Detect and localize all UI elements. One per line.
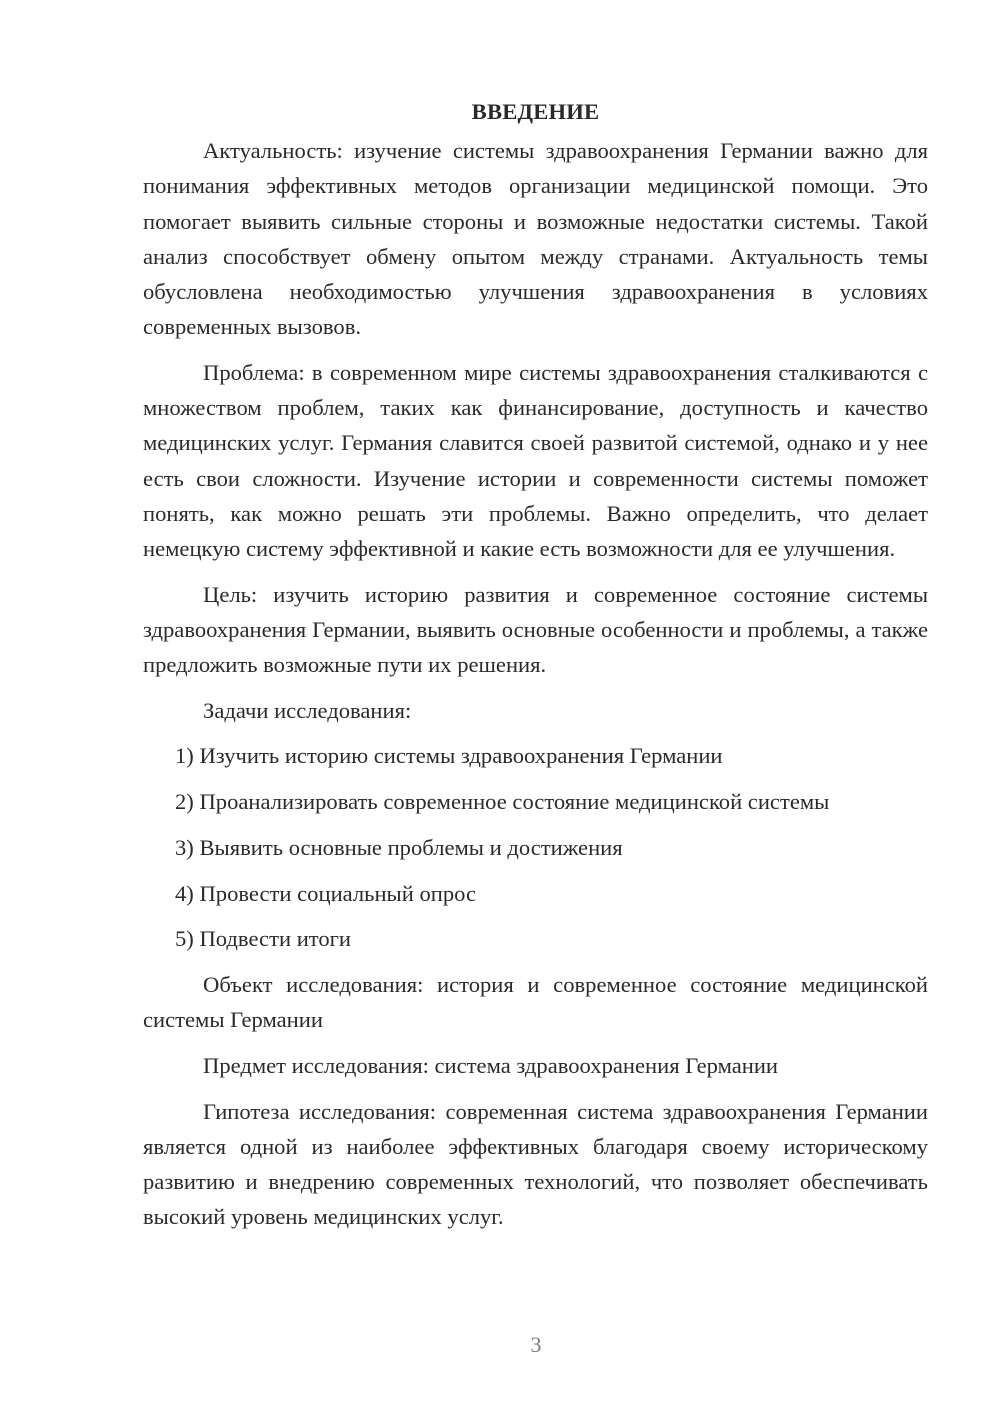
list-item: 3) Выявить основные проблемы и достижения — [175, 834, 623, 860]
section-heading: ВВЕДЕНИЕ — [471, 99, 600, 124]
page-number: 3 — [530, 1332, 542, 1357]
paragraph-hypothesis: Гипотеза исследования: современная система здравоохранения Германии является одной из наиболее эффективных благодаря своему историческому развитию и внедрению современных технологий, что позволяет обеспечивать высокий уровень медицинских услуг. — [143, 1098, 928, 1230]
list-item: 2) Проанализировать современное состояние медицинской системы — [175, 789, 830, 815]
tasks-list — [143, 738, 928, 956]
list-item: 5) Подвести итоги — [175, 926, 352, 952]
paragraph-problem: Проблема: в современном мире системы здравоохранения сталкиваются с множеством проблем, таких как финансирование, доступность и качество медицинских услуг. Германия славится своей развитой системой, однако и у нее есть свои сложности. Изучение истории и современности системы поможет понять, как можно решать эти проблемы. Важно определить, что делает немецкую систему эффективной и какие есть возможности для ее улучшения. — [143, 359, 928, 561]
paragraph-subject: Предмет исследования: система здравоохранения Германии — [203, 1052, 779, 1078]
page-content — [143, 94, 928, 1245]
list-item: 1) Изучить историю системы здравоохранения Германии — [175, 743, 723, 769]
tasks-title: Задачи исследования: — [203, 697, 412, 723]
paragraph-object: Объект исследования: история и современное состояние медицинской системы Германии — [143, 971, 928, 1033]
paragraph-goal: Цель: изучить историю развития и современное состояние системы здравоохранения Германии, выявить основные особенности и проблемы, а также предложить возможные пути их решения. — [143, 581, 928, 678]
paragraph-relevance: Актуальность: изучение системы здравоохранения Германии важно для понимания эффективных методов организации медицинской помощи. Это помогает выявить сильные стороны и возможные недостатки системы. Такой анализ способствует обмену опытом между странами. Актуальность темы обусловлена необходимостью улучшения здравоохранения в условиях современных вызовов. — [143, 138, 928, 340]
list-item: 4) Провести социальный опрос — [175, 880, 477, 906]
